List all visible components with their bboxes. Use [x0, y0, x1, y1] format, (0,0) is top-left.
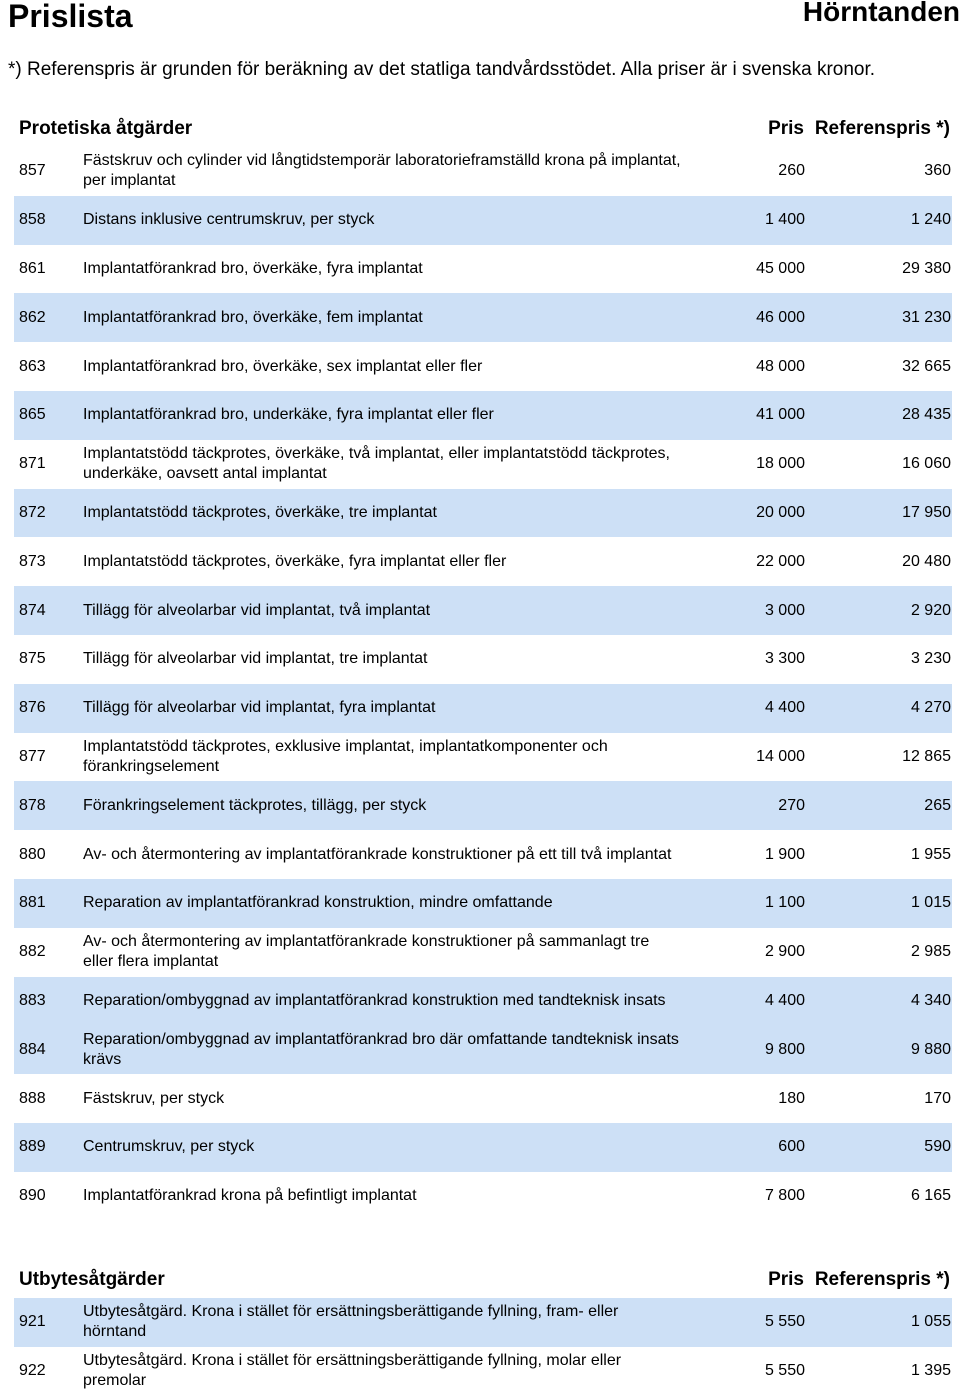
table-row [14, 1074, 952, 1123]
section-utbyte [14, 1262, 952, 1396]
treatment-description: Utbytesåtgärd. Krona i stället för ersättningsberättigande fyllning, fram- eller hörntand [83, 1303, 619, 1341]
reference-price-value: 2 985 [910, 943, 951, 961]
treatment-code: 884 [19, 1040, 46, 1058]
price-value: 600 [778, 1138, 805, 1156]
reference-price-value: 2 920 [910, 601, 951, 619]
treatment-code: 876 [19, 699, 46, 717]
section-header [14, 1262, 952, 1298]
table-row [14, 977, 952, 1026]
price-value: 22 000 [756, 552, 805, 570]
reference-price-value: 32 665 [902, 357, 951, 375]
price-value: 270 [778, 796, 805, 814]
treatment-code: 890 [19, 1187, 46, 1205]
price-value: 4 400 [764, 699, 805, 717]
section-header [14, 111, 952, 147]
section-title: Protetiska åtgärder [19, 118, 193, 139]
treatment-code: 881 [19, 894, 46, 912]
treatment-code: 871 [19, 455, 46, 473]
reference-price-value: 360 [924, 162, 951, 180]
treatment-description: Implantatstödd täckprotes, exklusive implantat, implantatkomponenter och förankringselement [83, 737, 608, 775]
table-row [14, 1347, 952, 1396]
treatment-code: 883 [19, 991, 46, 1009]
price-value: 4 400 [764, 991, 805, 1009]
reference-price-value: 4 340 [910, 991, 951, 1009]
treatment-description: Implantatstödd täckprotes, överkäke, två implantat, eller implantatstödd täckprotes, underkäke, oavsett antal implantat [83, 445, 670, 483]
treatment-description: Reparation av implantatförankrad konstruktion, mindre omfattande [83, 894, 553, 912]
reference-price-column-header: Referenspris *) [814, 1269, 950, 1290]
treatment-description: Fästskruv, per styck [83, 1089, 225, 1107]
price-value: 45 000 [756, 259, 805, 277]
price-value: 1 400 [764, 211, 805, 229]
reference-price-value: 4 270 [910, 699, 951, 717]
treatment-description: Utbytesåtgärd. Krona i stället för ersättningsberättigande fyllning, molar eller premolar [83, 1352, 622, 1390]
price-value: 3 300 [764, 650, 805, 668]
section-protetiska [14, 111, 952, 1221]
treatment-description: Av- och återmontering av implantatförankrade konstruktioner på sammanlagt tre eller flera implantat [83, 933, 650, 971]
treatment-code: 882 [19, 943, 46, 961]
table-row [14, 879, 952, 928]
price-column-header: Pris [768, 118, 804, 139]
reference-price-value: 31 230 [902, 308, 951, 326]
treatment-code: 874 [19, 601, 46, 619]
treatment-code: 888 [19, 1089, 46, 1107]
price-value: 5 550 [764, 1362, 805, 1380]
treatment-code: 861 [19, 259, 46, 277]
price-column-header: Pris [768, 1269, 804, 1290]
price-value: 41 000 [756, 406, 805, 424]
price-value: 5 550 [764, 1313, 805, 1331]
treatment-code: 878 [19, 796, 46, 814]
treatment-description: Implantatförankrad krona på befintligt implantat [83, 1187, 417, 1205]
price-value: 9 800 [764, 1040, 805, 1058]
treatment-description: Reparation/ombyggnad av implantatförankrad bro där omfattande tandteknisk insats krävs [83, 1030, 679, 1068]
treatment-description: Implantatförankrad bro, överkäke, fyra implantat [83, 259, 423, 277]
table-row [14, 1025, 952, 1074]
price-value: 18 000 [756, 455, 805, 473]
treatment-description: Implantatförankrad bro, överkäke, fem implantat [83, 308, 423, 326]
treatment-description: Förankringselement täckprotes, tillägg, per styck [83, 796, 427, 814]
treatment-description: Implantatstödd täckprotes, överkäke, fyra implantat eller fler [83, 552, 507, 570]
price-value: 260 [778, 162, 805, 180]
reference-price-value: 265 [924, 796, 951, 814]
price-value: 14 000 [756, 747, 805, 765]
section-title: Utbytesåtgärder [19, 1269, 165, 1290]
table-row [14, 1123, 952, 1172]
price-value: 2 900 [764, 943, 805, 961]
treatment-code: 872 [19, 503, 46, 521]
table-row [14, 781, 952, 830]
price-value: 20 000 [756, 503, 805, 521]
table-row [14, 196, 952, 245]
table-row [14, 537, 952, 586]
price-value: 3 000 [764, 601, 805, 619]
table-row [14, 147, 952, 196]
price-value: 7 800 [764, 1187, 805, 1205]
treatment-description: Fästskruv och cylinder vid långtidstemporär laboratorieframställd krona på implantat, per implantat [83, 152, 681, 190]
reference-price-value: 1 055 [910, 1313, 951, 1331]
treatment-code: 863 [19, 357, 46, 375]
table-row [14, 1298, 952, 1347]
reference-price-column-header: Referenspris *) [814, 118, 950, 139]
table-row [14, 245, 952, 294]
price-value: 1 100 [764, 894, 805, 912]
brand-name: Hörntanden [802, 0, 960, 27]
reference-price-value: 20 480 [902, 552, 951, 570]
treatment-code: 921 [19, 1313, 46, 1331]
treatment-description: Centrumskruv, per styck [83, 1138, 255, 1156]
reference-price-value: 170 [924, 1089, 951, 1107]
reference-price-value: 1 240 [910, 211, 951, 229]
treatment-code: 877 [19, 747, 46, 765]
reference-price-value: 590 [924, 1138, 951, 1156]
treatment-description: Tillägg för alveolarbar vid implantat, tre implantat [83, 650, 428, 668]
table-row [14, 293, 952, 342]
treatment-description: Av- och återmontering av implantatförankrade konstruktioner på ett till två implantat [83, 845, 672, 863]
treatment-description: Tillägg för alveolarbar vid implantat, två implantat [83, 601, 431, 619]
table-row [14, 391, 952, 440]
reference-price-value: 9 880 [910, 1040, 951, 1058]
table-row [14, 586, 952, 635]
table-row [14, 733, 952, 782]
reference-price-value: 1 955 [910, 845, 951, 863]
treatment-description: Implantatstödd täckprotes, överkäke, tre implantat [83, 503, 437, 521]
treatment-code: 875 [19, 650, 46, 668]
treatment-code: 857 [19, 162, 46, 180]
table-row [14, 684, 952, 733]
table-row [14, 830, 952, 879]
treatment-code: 889 [19, 1138, 46, 1156]
treatment-code: 862 [19, 308, 46, 326]
treatment-code: 880 [19, 845, 46, 863]
treatment-description: Implantatförankrad bro, underkäke, fyra implantat eller fler [83, 406, 494, 424]
page-title: Prislista [8, 0, 133, 34]
table-row [14, 489, 952, 538]
treatment-description: Distans inklusive centrumskruv, per styck [83, 211, 375, 229]
table-row [14, 635, 952, 684]
reference-price-value: 6 165 [910, 1187, 951, 1205]
reference-note: *) Referenspris är grunden för beräkning av det statliga tandvårdsstödet. Alla priser är i svenska kronor. [8, 59, 876, 80]
treatment-code: 858 [19, 211, 46, 229]
treatment-code: 873 [19, 552, 46, 570]
reference-price-value: 1 015 [910, 894, 951, 912]
treatment-code: 922 [19, 1362, 46, 1380]
price-value: 48 000 [756, 357, 805, 375]
reference-price-value: 29 380 [902, 259, 951, 277]
reference-price-value: 17 950 [902, 503, 951, 521]
table-row [14, 928, 952, 977]
reference-price-value: 28 435 [902, 406, 951, 424]
treatment-code: 865 [19, 406, 46, 424]
treatment-description: Tillägg för alveolarbar vid implantat, fyra implantat [83, 699, 436, 717]
price-table [14, 1298, 952, 1396]
reference-price-value: 1 395 [910, 1362, 951, 1380]
price-table [14, 147, 952, 1221]
price-value: 46 000 [756, 308, 805, 326]
reference-price-value: 3 230 [910, 650, 951, 668]
reference-price-value: 16 060 [902, 455, 951, 473]
price-value: 1 900 [764, 845, 805, 863]
price-value: 180 [778, 1089, 805, 1107]
treatment-description: Reparation/ombyggnad av implantatförankrad konstruktion med tandteknisk insats [83, 991, 666, 1009]
table-row [14, 1172, 952, 1221]
treatment-description: Implantatförankrad bro, överkäke, sex implantat eller fler [83, 357, 483, 375]
table-row [14, 342, 952, 391]
table-row [14, 440, 952, 489]
reference-price-value: 12 865 [902, 747, 951, 765]
